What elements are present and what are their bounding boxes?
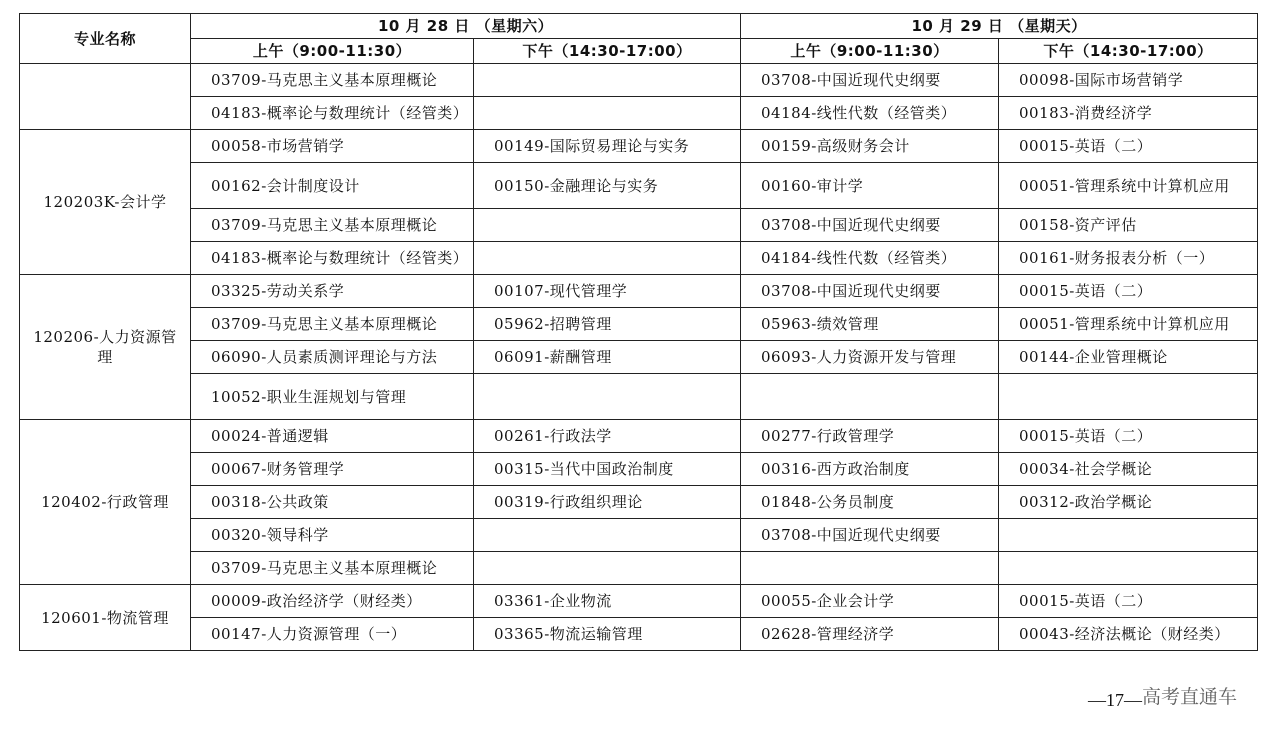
course-cell-day1-am: 00024-普通逻辑 xyxy=(191,420,474,453)
course-cell-day1-am: 04183-概率论与数理统计（经管类） xyxy=(191,97,474,130)
course-cell-day2-am xyxy=(741,374,999,420)
course-cell-day2-pm: 00051-管理系统中计算机应用 xyxy=(999,308,1258,341)
major-name-cell: 120206-人力资源管理 xyxy=(20,275,191,420)
course-cell-day1-am: 00067-财务管理学 xyxy=(191,453,474,486)
course-cell-day2-am: 00159-高级财务会计 xyxy=(741,130,999,163)
course-cell-day1-pm: 03361-企业物流 xyxy=(474,585,741,618)
header-day2-pm: 下午（14:30-17:00） xyxy=(999,39,1258,64)
schedule-body xyxy=(20,64,1258,651)
course-cell-day1-pm: 00149-国际贸易理论与实务 xyxy=(474,130,741,163)
table-row xyxy=(20,130,1258,163)
table-row xyxy=(20,308,1258,341)
table-row xyxy=(20,163,1258,209)
table-row xyxy=(20,552,1258,585)
course-cell-day1-am: 04183-概率论与数理统计（经管类） xyxy=(191,242,474,275)
header-day1: 10 月 28 日 （星期六） xyxy=(191,14,741,39)
course-cell-day1-am: 00320-领导科学 xyxy=(191,519,474,552)
course-cell-day1-pm xyxy=(474,374,741,420)
course-cell-day1-am: 00058-市场营销学 xyxy=(191,130,474,163)
table-row xyxy=(20,486,1258,519)
course-cell-day1-pm: 05962-招聘管理 xyxy=(474,308,741,341)
course-cell-day2-am: 03708-中国近现代史纲要 xyxy=(741,275,999,308)
table-row xyxy=(20,209,1258,242)
major-name-cell: 120203K-会计学 xyxy=(20,130,191,275)
course-cell-day1-am: 00147-人力资源管理（一） xyxy=(191,618,474,651)
course-cell-day1-pm: 00107-现代管理学 xyxy=(474,275,741,308)
course-cell-day1-pm xyxy=(474,97,741,130)
course-cell-day1-pm xyxy=(474,242,741,275)
table-row xyxy=(20,374,1258,420)
course-cell-day1-am: 00318-公共政策 xyxy=(191,486,474,519)
course-cell-day2-pm: 00015-英语（二） xyxy=(999,130,1258,163)
course-cell-day2-pm: 00015-英语（二） xyxy=(999,585,1258,618)
table-row xyxy=(20,275,1258,308)
course-cell-day2-am: 04184-线性代数（经管类） xyxy=(741,242,999,275)
major-name-cell: 120402-行政管理 xyxy=(20,420,191,585)
course-cell-day2-pm: 00183-消费经济学 xyxy=(999,97,1258,130)
table-row xyxy=(20,242,1258,275)
major-name-cell: 120601-物流管理 xyxy=(20,585,191,651)
course-cell-day2-pm: 00312-政治学概论 xyxy=(999,486,1258,519)
course-cell-day1-am: 10052-职业生涯规划与管理 xyxy=(191,374,474,420)
course-cell-day1-am: 03709-马克思主义基本原理概论 xyxy=(191,552,474,585)
course-cell-day1-pm: 00150-金融理论与实务 xyxy=(474,163,741,209)
course-cell-day1-am: 03325-劳动关系学 xyxy=(191,275,474,308)
course-cell-day1-am: 03709-马克思主义基本原理概论 xyxy=(191,308,474,341)
course-cell-day2-am: 04184-线性代数（经管类） xyxy=(741,97,999,130)
course-cell-day2-am: 00055-企业会计学 xyxy=(741,585,999,618)
table-row xyxy=(20,64,1258,97)
course-cell-day2-am: 03708-中国近现代史纲要 xyxy=(741,519,999,552)
course-cell-day2-am: 00160-审计学 xyxy=(741,163,999,209)
course-cell-day2-pm: 00144-企业管理概论 xyxy=(999,341,1258,374)
course-cell-day1-am: 03709-马克思主义基本原理概论 xyxy=(191,209,474,242)
header-day1-am: 上午（9:00-11:30） xyxy=(191,39,474,64)
table-row xyxy=(20,618,1258,651)
exam-schedule-table xyxy=(19,13,1258,651)
course-cell-day2-pm xyxy=(999,374,1258,420)
course-cell-day2-pm: 00161-财务报表分析（一） xyxy=(999,242,1258,275)
course-cell-day1-pm xyxy=(474,519,741,552)
course-cell-day2-pm xyxy=(999,552,1258,585)
course-cell-day1-am: 00009-政治经济学（财经类） xyxy=(191,585,474,618)
header-major-name: 专业名称 xyxy=(20,14,191,64)
course-cell-day2-am: 00277-行政管理学 xyxy=(741,420,999,453)
course-cell-day2-pm xyxy=(999,519,1258,552)
course-cell-day2-am: 00316-西方政治制度 xyxy=(741,453,999,486)
course-cell-day2-pm: 00158-资产评估 xyxy=(999,209,1258,242)
table-row xyxy=(20,341,1258,374)
course-cell-day1-pm: 00319-行政组织理论 xyxy=(474,486,741,519)
course-cell-day2-am: 01848-公务员制度 xyxy=(741,486,999,519)
table-row xyxy=(20,519,1258,552)
table-row xyxy=(20,420,1258,453)
course-cell-day1-pm xyxy=(474,552,741,585)
course-cell-day2-pm: 00015-英语（二） xyxy=(999,275,1258,308)
course-cell-day2-pm: 00051-管理系统中计算机应用 xyxy=(999,163,1258,209)
course-cell-day2-am: 05963-绩效管理 xyxy=(741,308,999,341)
course-cell-day2-am: 02628-管理经济学 xyxy=(741,618,999,651)
course-cell-day1-pm xyxy=(474,64,741,97)
course-cell-day2-am: 06093-人力资源开发与管理 xyxy=(741,341,999,374)
course-cell-day2-pm: 00098-国际市场营销学 xyxy=(999,64,1258,97)
course-cell-day1-pm: 03365-物流运输管理 xyxy=(474,618,741,651)
course-cell-day1-am: 06090-人员素质测评理论与方法 xyxy=(191,341,474,374)
watermark-text: 高考直通车 xyxy=(1142,686,1238,708)
course-cell-day2-pm: 00034-社会学概论 xyxy=(999,453,1258,486)
table-row xyxy=(20,453,1258,486)
page-number: —17— xyxy=(1088,690,1142,710)
course-cell-day1-pm: 06091-薪酬管理 xyxy=(474,341,741,374)
table-row xyxy=(20,585,1258,618)
course-cell-day1-am: 00162-会计制度设计 xyxy=(191,163,474,209)
course-cell-day1-am: 03709-马克思主义基本原理概论 xyxy=(191,64,474,97)
course-cell-day2-am: 03708-中国近现代史纲要 xyxy=(741,64,999,97)
table-row xyxy=(20,97,1258,130)
header-day2: 10 月 29 日 （星期天） xyxy=(741,14,1258,39)
course-cell-day1-pm: 00261-行政法学 xyxy=(474,420,741,453)
course-cell-day1-pm xyxy=(474,209,741,242)
header-day1-pm: 下午（14:30-17:00） xyxy=(474,39,741,64)
course-cell-day2-am: 03708-中国近现代史纲要 xyxy=(741,209,999,242)
course-cell-day2-pm: 00015-英语（二） xyxy=(999,420,1258,453)
major-name-cell xyxy=(20,64,191,130)
course-cell-day1-pm: 00315-当代中国政治制度 xyxy=(474,453,741,486)
course-cell-day2-pm: 00043-经济法概论（财经类） xyxy=(999,618,1258,651)
header-day2-am: 上午（9:00-11:30） xyxy=(741,39,999,64)
course-cell-day2-am xyxy=(741,552,999,585)
